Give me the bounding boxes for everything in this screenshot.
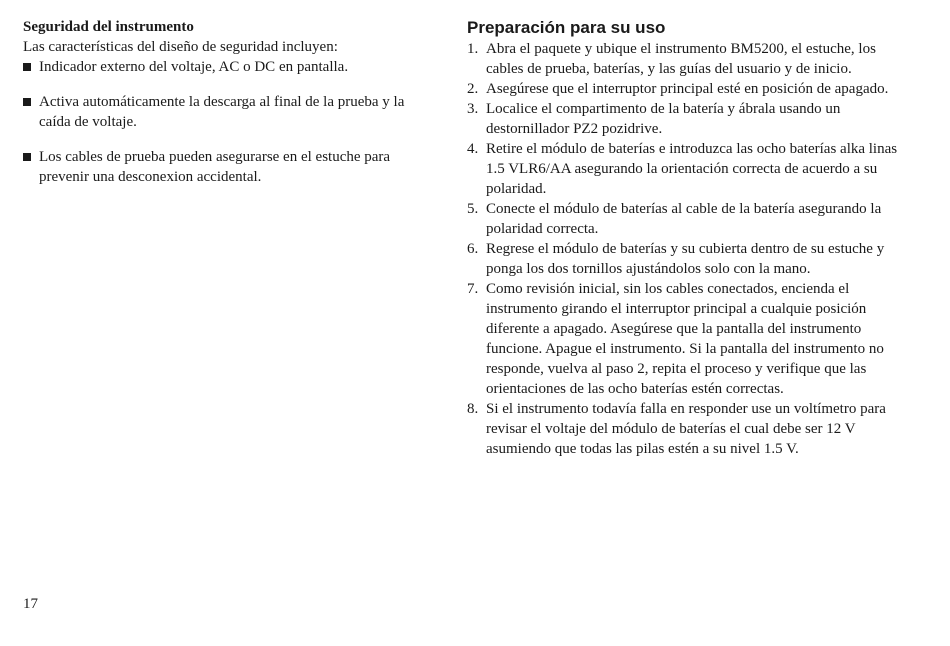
preparation-step (467, 79, 907, 99)
step-number: 6. (467, 241, 479, 257)
preparation-step (467, 399, 907, 459)
preparation-step (467, 139, 907, 199)
safety-bullet-item (23, 92, 433, 132)
safety-bullet-text: Indicador externo del voltaje, AC o DC en pantalla. (39, 59, 349, 75)
preparation-section (467, 17, 907, 459)
step-number: 2. (467, 81, 479, 97)
step-number: 5. (467, 201, 479, 217)
step-text: Localice el compartimento de la batería y ábrala usando un destornillador PZ2 pozidrive. (486, 101, 841, 137)
preparation-step (467, 279, 907, 399)
safety-bullet-item (23, 147, 433, 187)
square-bullet-icon (23, 63, 31, 71)
square-bullet-icon (23, 98, 31, 106)
safety-bullet-list (23, 57, 433, 187)
step-number: 4. (467, 141, 479, 157)
preparation-step (467, 99, 907, 139)
step-number: 7. (467, 281, 479, 297)
preparation-step (467, 39, 907, 79)
safety-intro: Las características del diseño de seguridad incluyen: (23, 39, 338, 55)
step-number: 3. (467, 101, 479, 117)
preparation-heading: Preparación para su uso (467, 18, 666, 37)
preparation-step (467, 199, 907, 239)
square-bullet-icon (23, 153, 31, 161)
step-text: Como revisión inicial, sin los cables conectados, encienda el instrumento girando el interruptor principal a cualquie posición diferente a apagado. Asegúrese que la pantalla del instrumento funcione. Apague el instrumento. Si la pantalla del instrumento no responde, vuelva al paso 2, repita el proceso y verifique que las orientaciones de las ocho baterías estén correctas. (486, 281, 884, 397)
safety-bullet-text: Los cables de prueba pueden asegurarse en el estuche para prevenir una desconexion accidental. (39, 149, 391, 185)
step-number: 8. (467, 401, 479, 417)
safety-bullet-text: Activa automáticamente la descarga al final de la prueba y la caída de voltaje. (39, 94, 405, 130)
safety-heading: Seguridad del instrumento (23, 19, 194, 35)
step-text: Si el instrumento todavía falla en responder use un voltímetro para revisar el voltaje del módulo de baterías el cual debe ser 12 V asumiendo que todas las pilas estén a su nivel 1.5 V. (486, 401, 886, 457)
preparation-step-list (467, 39, 907, 459)
step-text: Conecte el módulo de baterías al cable de la batería asegurando la polaridad correcta. (486, 201, 882, 237)
step-text: Regrese el módulo de baterías y su cubierta dentro de su estuche y ponga los dos tornillos ajustándolos solo con la mano. (486, 241, 885, 277)
preparation-step (467, 239, 907, 279)
page-number: 17 (23, 596, 38, 612)
safety-bullet-item (23, 57, 433, 77)
step-text: Retire el módulo de baterías e introduzca las ocho baterías alka linas 1.5 VLR6/AA asegurando la orientación correcta de acuerdo a su polaridad. (486, 141, 898, 197)
safety-section (23, 17, 433, 202)
step-number: 1. (467, 41, 479, 57)
step-text: Asegúrese que el interruptor principal esté en posición de apagado. (486, 81, 889, 97)
step-text: Abra el paquete y ubique el instrumento BM5200, el estuche, los cables de prueba, baterías, y las guías del usuario y de inicio. (486, 41, 876, 77)
